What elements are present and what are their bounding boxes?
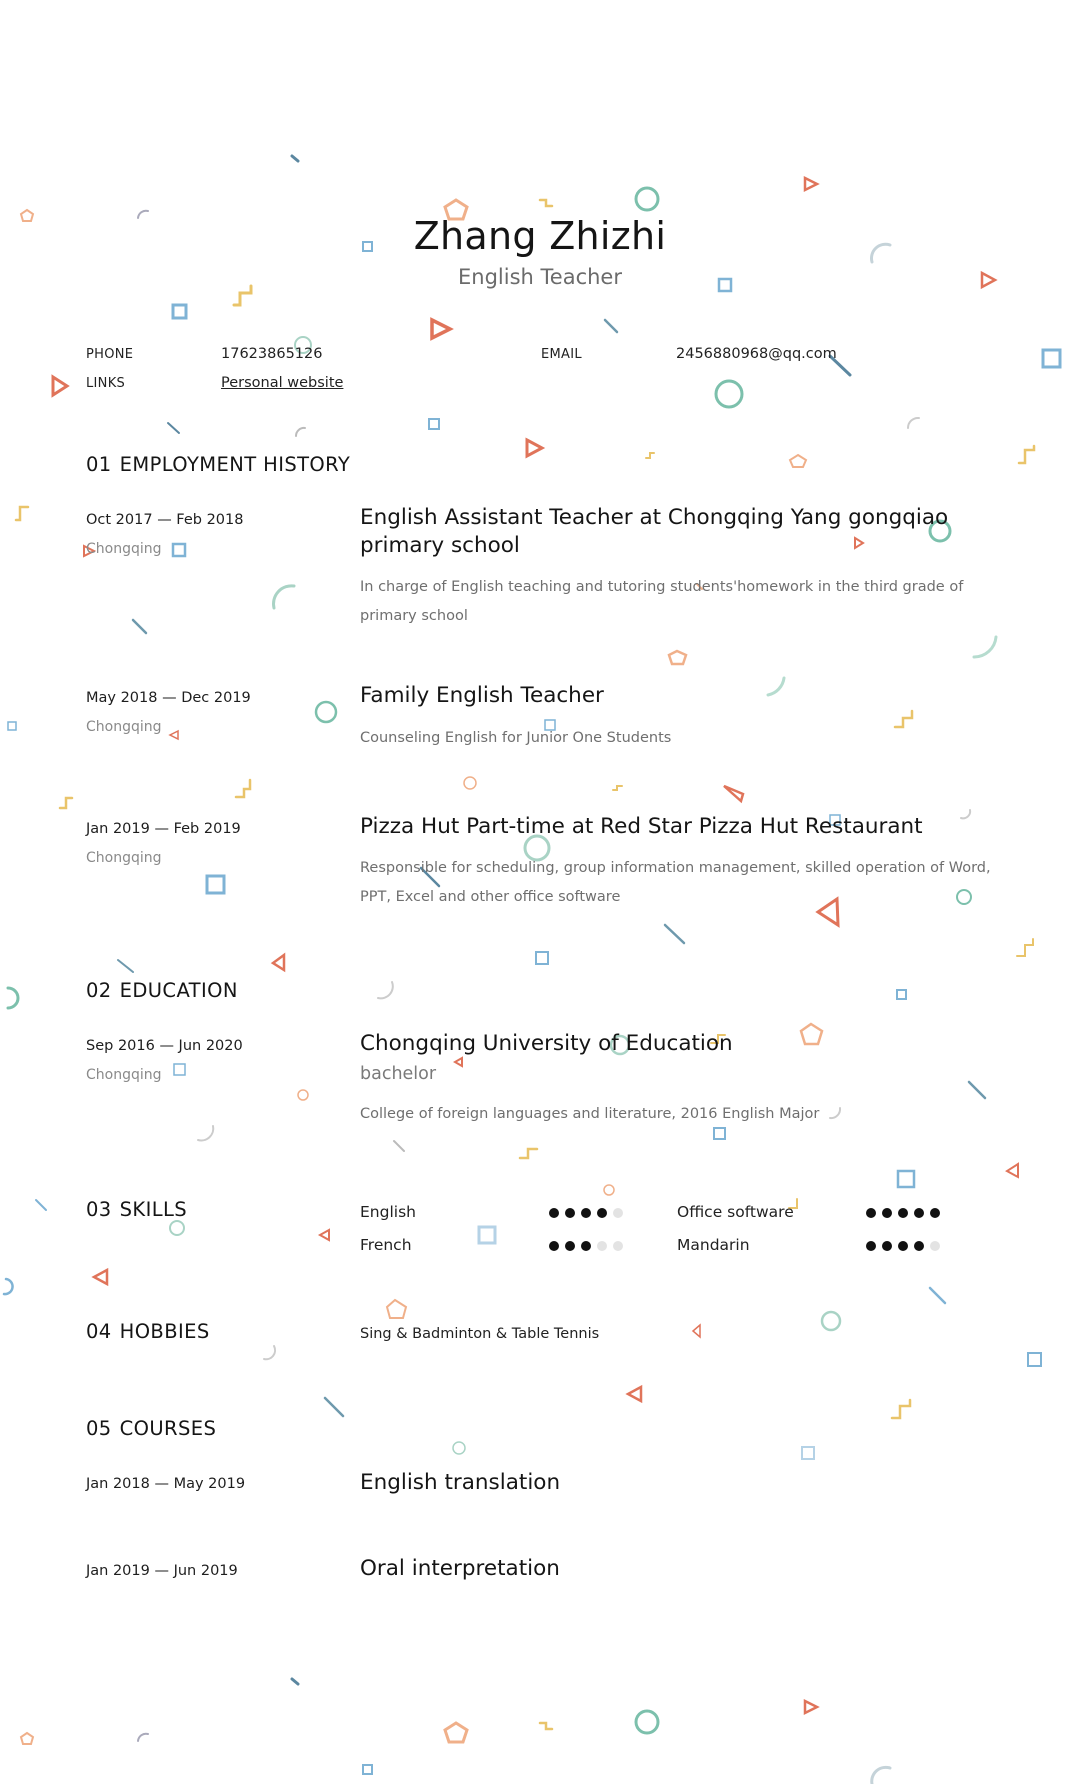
section-number: 04 (86, 1320, 112, 1343)
email-label: EMAIL (541, 347, 582, 362)
candidate-name: Zhang Zhizhi (413, 214, 667, 258)
skill-dot-filled (597, 1208, 607, 1218)
links-label: LINKS (86, 376, 126, 391)
skill-level-dots (549, 1241, 623, 1251)
skill-dot-filled (882, 1241, 892, 1251)
email-value: 2456880968@qq.com (676, 346, 837, 362)
employment-title: English Assistant Teacher at Chongqing Yang gongqiao primary school (360, 505, 949, 558)
skill-dot-empty (613, 1208, 623, 1218)
skill-name: Mandarin (677, 1236, 750, 1254)
education-school: Chongqing University of Education (360, 1031, 733, 1056)
courses-heading (86, 1417, 216, 1440)
skill-dot-filled (914, 1208, 924, 1218)
education-location: Chongqing (86, 1067, 162, 1083)
skill-dot-filled (866, 1241, 876, 1251)
section-number: 05 (86, 1417, 112, 1440)
employment-location: Chongqing (86, 850, 162, 866)
skill-dot-filled (866, 1208, 876, 1218)
education-description: College of foreign languages and literature, 2016 English Major (360, 1106, 820, 1122)
course-dates: Jan 2019 — Jun 2019 (86, 1563, 238, 1579)
personal-website-link[interactable]: Personal website (221, 375, 344, 391)
section-title: HOBBIES (119, 1320, 210, 1343)
skill-dot-filled (581, 1241, 591, 1251)
skill-name: English (360, 1203, 416, 1221)
skill-dot-filled (565, 1241, 575, 1251)
hobbies-heading (86, 1320, 210, 1343)
phone-label: PHONE (86, 347, 134, 362)
skills-heading (86, 1198, 187, 1221)
skill-level-dots (866, 1208, 940, 1218)
education-degree: bachelor (360, 1064, 437, 1084)
employment-heading (86, 453, 350, 476)
employment-location: Chongqing (86, 719, 162, 735)
section-title: EMPLOYMENT HISTORY (119, 453, 351, 476)
employment-description: Responsible for scheduling, group information management, skilled operation of Word, PPT, Excel and other office software (360, 860, 991, 905)
skill-level-dots (866, 1241, 940, 1251)
candidate-role: English Teacher (458, 265, 622, 289)
employment-description: In charge of English teaching and tutoring students'homework in the third grade of primary school (360, 579, 964, 624)
phone-value: 17623865126 (221, 346, 323, 362)
skill-dot-filled (930, 1208, 940, 1218)
skill-dot-empty (597, 1241, 607, 1251)
skill-dot-filled (549, 1241, 559, 1251)
skill-name: French (360, 1236, 412, 1254)
section-title: SKILLS (119, 1198, 188, 1221)
section-number: 02 (86, 979, 112, 1002)
employment-dates: Jan 2019 — Feb 2019 (86, 821, 241, 837)
skill-dot-filled (549, 1208, 559, 1218)
employment-location: Chongqing (86, 541, 162, 557)
section-title: COURSES (119, 1417, 217, 1440)
employment-title: Pizza Hut Part-time at Red Star Pizza Hut Restaurant (360, 814, 923, 839)
skill-level-dots (549, 1208, 623, 1218)
section-number: 03 (86, 1198, 112, 1221)
employment-title: Family English Teacher (360, 683, 604, 708)
skill-dot-empty (613, 1241, 623, 1251)
employment-dates: May 2018 — Dec 2019 (86, 690, 251, 706)
skill-dot-filled (581, 1208, 591, 1218)
skill-dot-filled (565, 1208, 575, 1218)
skill-dot-filled (898, 1241, 908, 1251)
course-title: Oral interpretation (360, 1556, 560, 1581)
education-heading (86, 979, 238, 1002)
skill-dot-empty (930, 1241, 940, 1251)
course-dates: Jan 2018 — May 2019 (86, 1476, 246, 1492)
section-number: 01 (86, 453, 112, 476)
section-title: EDUCATION (119, 979, 238, 1002)
education-dates: Sep 2016 — Jun 2020 (86, 1038, 243, 1054)
employment-dates: Oct 2017 — Feb 2018 (86, 512, 244, 528)
employment-description: Counseling English for Junior One Students (360, 730, 672, 746)
skill-dot-filled (882, 1208, 892, 1218)
course-title: English translation (360, 1470, 561, 1495)
skill-name: Office software (677, 1203, 794, 1221)
hobbies-text: Sing & Badminton & Table Tennis (360, 1326, 600, 1342)
skill-dot-filled (914, 1241, 924, 1251)
skill-dot-filled (898, 1208, 908, 1218)
